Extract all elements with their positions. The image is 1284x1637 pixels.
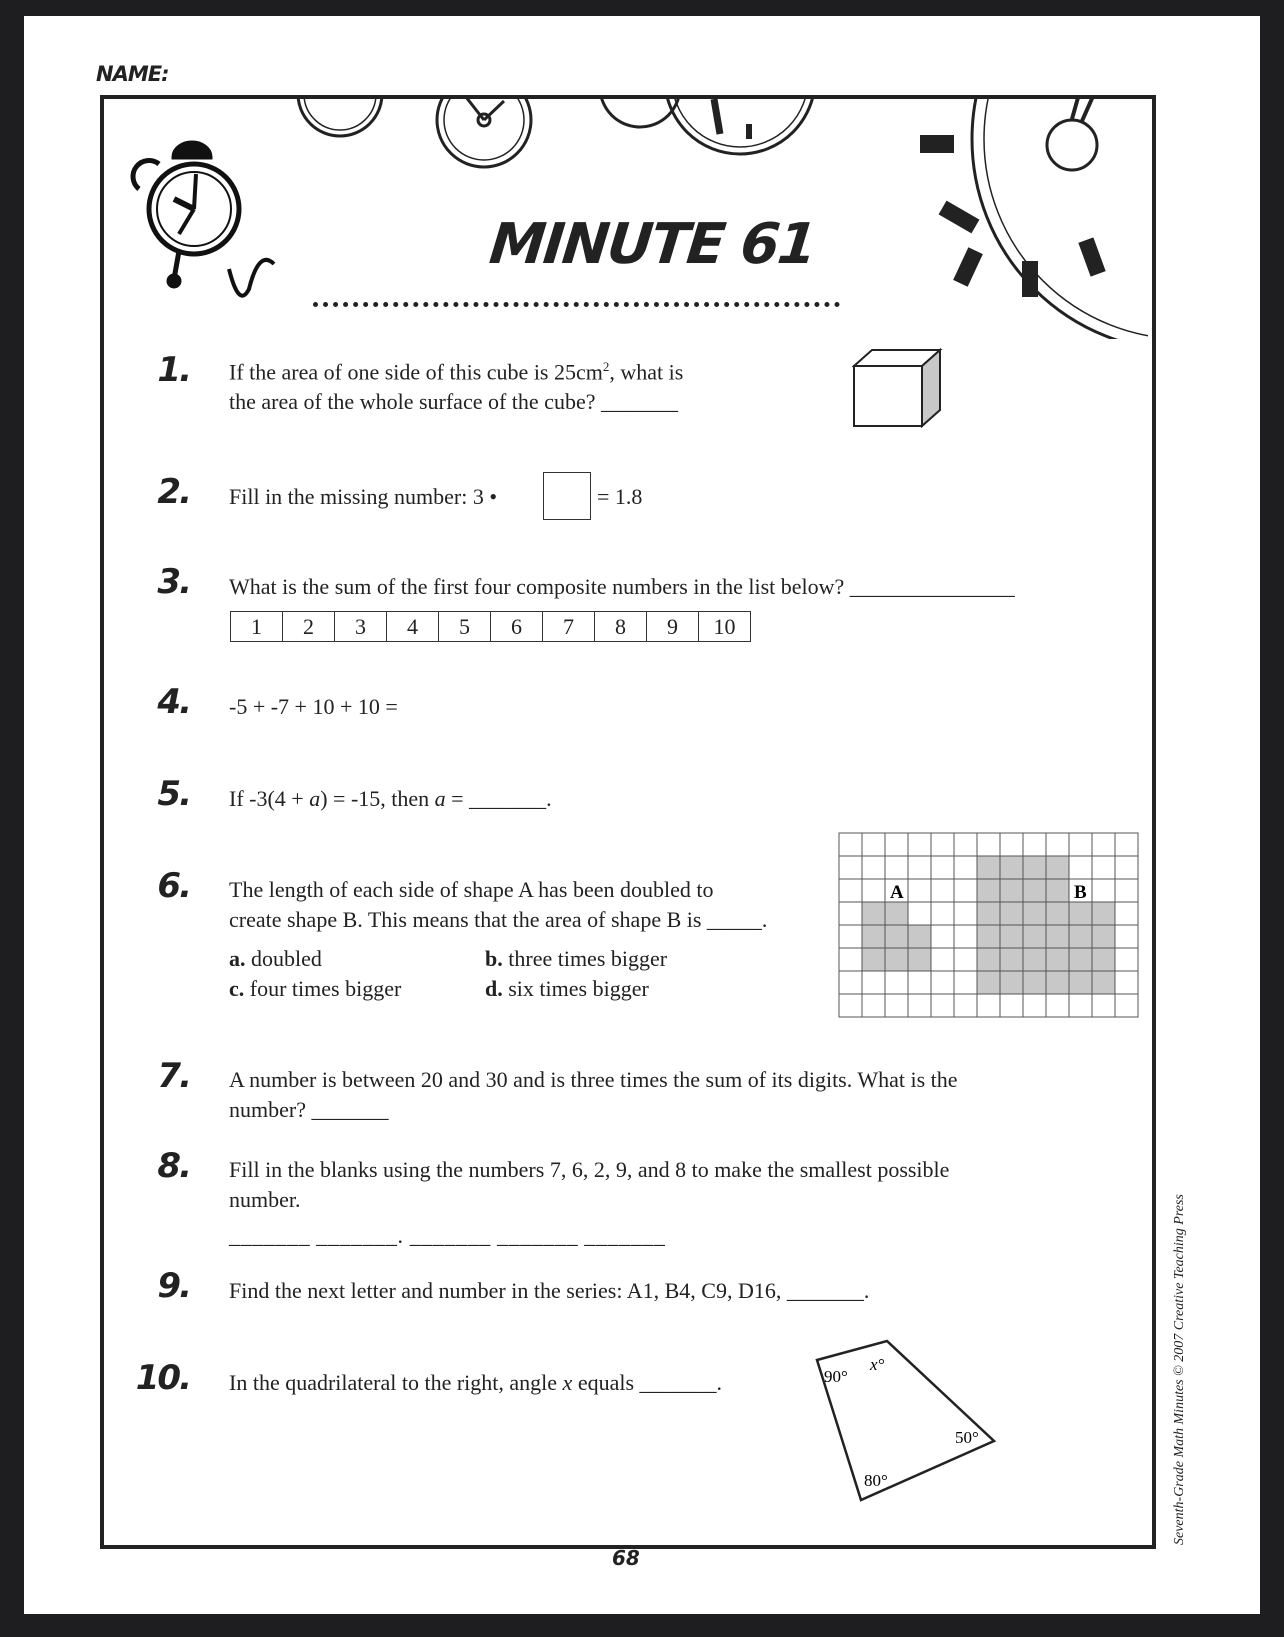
grid-cell: [1000, 948, 1023, 971]
grid-cell: [885, 925, 908, 948]
grid-cell: [931, 856, 954, 879]
question-number: 9.: [157, 1266, 190, 1306]
grid-cell: [839, 971, 862, 994]
grid-cell: [1023, 902, 1046, 925]
question-number: 8.: [157, 1146, 190, 1186]
question-8-line-1: Fill in the blanks using the numbers 7, 6, 2, 9, and 8 to make the smallest possible: [229, 1157, 950, 1182]
grid-cell: [977, 971, 1000, 994]
grid-cell: [1092, 879, 1115, 902]
variable: a: [434, 786, 446, 811]
question-text: In the quadrilateral to the right, angle: [229, 1370, 563, 1395]
grid-cell: [862, 925, 885, 948]
option-letter: a.: [229, 946, 246, 971]
grid-cell: [1023, 925, 1046, 948]
grid-cell: [1023, 994, 1046, 1017]
question-7-line-1: A number is between 20 and 30 and is three times the sum of its digits. What is the: [229, 1067, 958, 1092]
grid-cell: [1046, 948, 1069, 971]
grid-cell: [931, 833, 954, 856]
grid-cell: [931, 994, 954, 1017]
grid-cell: [1092, 833, 1115, 856]
number-cell: 1: [231, 612, 283, 641]
grid-cell: [1000, 902, 1023, 925]
grid-cell: [862, 994, 885, 1017]
grid-cell: [862, 971, 885, 994]
question-4-text: -5 + -7 + 10 + 10 =: [229, 694, 398, 719]
question-text: equals _______.: [572, 1370, 723, 1395]
grid-cell: [1069, 856, 1092, 879]
grid-cell: [1000, 856, 1023, 879]
grid-cell: [1069, 948, 1092, 971]
grid-cell: [1092, 994, 1115, 1017]
grid-cell: [1069, 994, 1092, 1017]
grid-cell: [862, 902, 885, 925]
grid-cell: [1023, 948, 1046, 971]
missing-number-box[interactable]: [543, 472, 591, 520]
grid-cell: [977, 833, 1000, 856]
question-2-text: Fill in the missing number: 3 •: [229, 484, 498, 509]
grid-cell: [1115, 925, 1138, 948]
grid-cell: [954, 879, 977, 902]
grid-cell: [977, 902, 1000, 925]
option-d[interactable]: [485, 976, 649, 1002]
grid-cell: [1092, 925, 1115, 948]
grid-cell: [1092, 856, 1115, 879]
number-cell: 6: [491, 612, 543, 641]
angle-label: 80°: [864, 1471, 888, 1490]
question-text: , what is: [609, 359, 684, 385]
question-number: 2.: [157, 472, 190, 512]
angle-label: 90°: [824, 1367, 848, 1386]
grid-cell: [1115, 948, 1138, 971]
shape-grid: [838, 832, 1140, 1018]
grid-cell: [977, 948, 1000, 971]
cube-icon: [852, 348, 944, 430]
grid-cell: [1046, 902, 1069, 925]
grid-cell: [1000, 925, 1023, 948]
grid-cell: [931, 925, 954, 948]
shape-b-label: B: [1074, 882, 1087, 903]
quadrilateral-figure: [810, 1330, 1010, 1510]
copyright-credit: Seventh-Grade Math Minutes © 2007 Creative Teaching Press: [1172, 1194, 1187, 1545]
grid-cell: [839, 833, 862, 856]
question-9-text: Find the next letter and number in the series: A1, B4, C9, D16, _______.: [229, 1278, 870, 1303]
question-7-line-2: number? _______: [229, 1097, 389, 1122]
question-text: If -3(4 +: [229, 786, 310, 811]
question-number: 7.: [157, 1056, 190, 1096]
grid-cell: [1023, 856, 1046, 879]
grid-cell: [977, 994, 1000, 1017]
name-label: NAME:: [96, 62, 169, 86]
superscript: 2: [602, 359, 610, 374]
option-text: doubled: [245, 946, 322, 971]
number-list-table: [230, 611, 751, 642]
grid-cell: [908, 948, 931, 971]
angle-label: 50°: [955, 1428, 979, 1447]
grid-cell: [839, 902, 862, 925]
grid-cell: [954, 833, 977, 856]
variable: x: [562, 1370, 573, 1395]
grid-cell: [1023, 879, 1046, 902]
grid-cell: [1046, 856, 1069, 879]
grid-cell: [885, 994, 908, 1017]
grid-cell: [908, 902, 931, 925]
question-5-text: [229, 786, 552, 812]
grid-cell: [954, 856, 977, 879]
grid-cell: [862, 879, 885, 902]
grid-cell: [1115, 833, 1138, 856]
grid-cell: [839, 856, 862, 879]
question-8-line-2: number.: [229, 1187, 301, 1212]
grid-cell: [1115, 971, 1138, 994]
grid-cell: [908, 925, 931, 948]
grid-cell: [885, 833, 908, 856]
grid-cell: [862, 948, 885, 971]
option-text: six times bigger: [502, 976, 649, 1001]
grid-cell: [862, 833, 885, 856]
grid-cell: [977, 879, 1000, 902]
grid-cell: [954, 994, 977, 1017]
option-c[interactable]: [229, 976, 401, 1002]
grid-cell: [1046, 879, 1069, 902]
option-letter: c.: [229, 976, 245, 1001]
question-number: 4.: [157, 682, 190, 722]
grid-cell: [1092, 948, 1115, 971]
grid-cell: [1046, 971, 1069, 994]
grid-cell: [1115, 994, 1138, 1017]
question-text: = _______.: [445, 786, 552, 811]
grid-cell: [977, 856, 1000, 879]
grid-cell: [908, 833, 931, 856]
grid-cell: [885, 902, 908, 925]
grid-cell: [1046, 994, 1069, 1017]
variable: a: [309, 786, 321, 811]
question-text: ) = -15, then: [320, 786, 435, 811]
number-cell: 5: [439, 612, 491, 641]
grid-cell: [977, 925, 1000, 948]
number-cell: 8: [595, 612, 647, 641]
grid-cell: [954, 902, 977, 925]
grid-cell: [862, 856, 885, 879]
question-number: 5.: [157, 774, 190, 814]
grid-cell: [931, 902, 954, 925]
grid-cell: [1092, 971, 1115, 994]
option-a[interactable]: [229, 946, 322, 972]
grid-cell: [1069, 925, 1092, 948]
grid-cell: [885, 948, 908, 971]
question-6-line-1: The length of each side of shape A has been doubled to: [229, 877, 714, 902]
grid-cell: [1000, 833, 1023, 856]
grid-cell: [1046, 833, 1069, 856]
grid-cell: [1023, 833, 1046, 856]
number-cell: 2: [283, 612, 335, 641]
question-2-result: = 1.8: [597, 484, 643, 509]
grid-cell: [1000, 994, 1023, 1017]
grid-cell: [931, 879, 954, 902]
grid-cell: [1069, 833, 1092, 856]
quadrilateral-shape: [817, 1341, 994, 1500]
grid-cell: [885, 971, 908, 994]
grid-cell: [1115, 902, 1138, 925]
grid-cell: [931, 971, 954, 994]
question-3-text: What is the sum of the first four composite numbers in the list below? _______________: [229, 574, 1015, 599]
grid-cell: [839, 879, 862, 902]
angle-label: x°: [870, 1355, 885, 1374]
grid-cell: [1092, 902, 1115, 925]
number-cell: 10: [713, 614, 736, 639]
option-text: four times bigger: [244, 976, 402, 1001]
option-text: three times bigger: [502, 946, 668, 971]
grid-cell: [839, 948, 862, 971]
grid-cell: [1069, 971, 1092, 994]
grid-cell: [839, 925, 862, 948]
answer-blanks[interactable]: _______ _______. _______ _______ _______: [229, 1223, 666, 1248]
question-number: 10.: [135, 1358, 190, 1398]
grid-cell: [954, 925, 977, 948]
grid-cell: [908, 856, 931, 879]
number-cell: 9: [647, 612, 699, 641]
grid-cell: [1000, 971, 1023, 994]
page-title: MINUTE 61: [486, 212, 819, 277]
number-cell: 3: [335, 612, 387, 641]
grid-cell: [954, 948, 977, 971]
grid-cell: [908, 971, 931, 994]
question-1-line-1: [229, 359, 683, 385]
option-letter: d.: [485, 976, 503, 1001]
grid-cell: [885, 856, 908, 879]
grid-cell: [1000, 879, 1023, 902]
grid-cell: [1069, 902, 1092, 925]
question-number: 3.: [157, 562, 190, 602]
title-dotted-divider: [313, 302, 840, 307]
grid-cell: [1046, 925, 1069, 948]
shape-a-label: A: [890, 882, 904, 903]
option-letter: b.: [485, 946, 503, 971]
number-cell: 7: [543, 612, 595, 641]
question-text: If the area of one side of this cube is 25cm: [229, 359, 603, 385]
grid-cell: [1023, 971, 1046, 994]
grid-cell: [908, 879, 931, 902]
question-number: 1.: [157, 350, 190, 390]
option-b[interactable]: [485, 946, 667, 972]
question-10-text: [229, 1370, 722, 1396]
number-cell: 4: [387, 612, 439, 641]
grid-cell: [1115, 856, 1138, 879]
grid-cell: [931, 948, 954, 971]
grid-cell: [1115, 879, 1138, 902]
question-6-line-2: create shape B. This means that the area of shape B is _____.: [229, 907, 768, 932]
page-number: 68: [612, 1546, 640, 1570]
grid-cell: [908, 994, 931, 1017]
grid-cell: [839, 994, 862, 1017]
question-1-line-2: the area of the whole surface of the cube? _______: [229, 389, 678, 414]
question-number: 6.: [157, 866, 190, 906]
grid-cell: [954, 971, 977, 994]
